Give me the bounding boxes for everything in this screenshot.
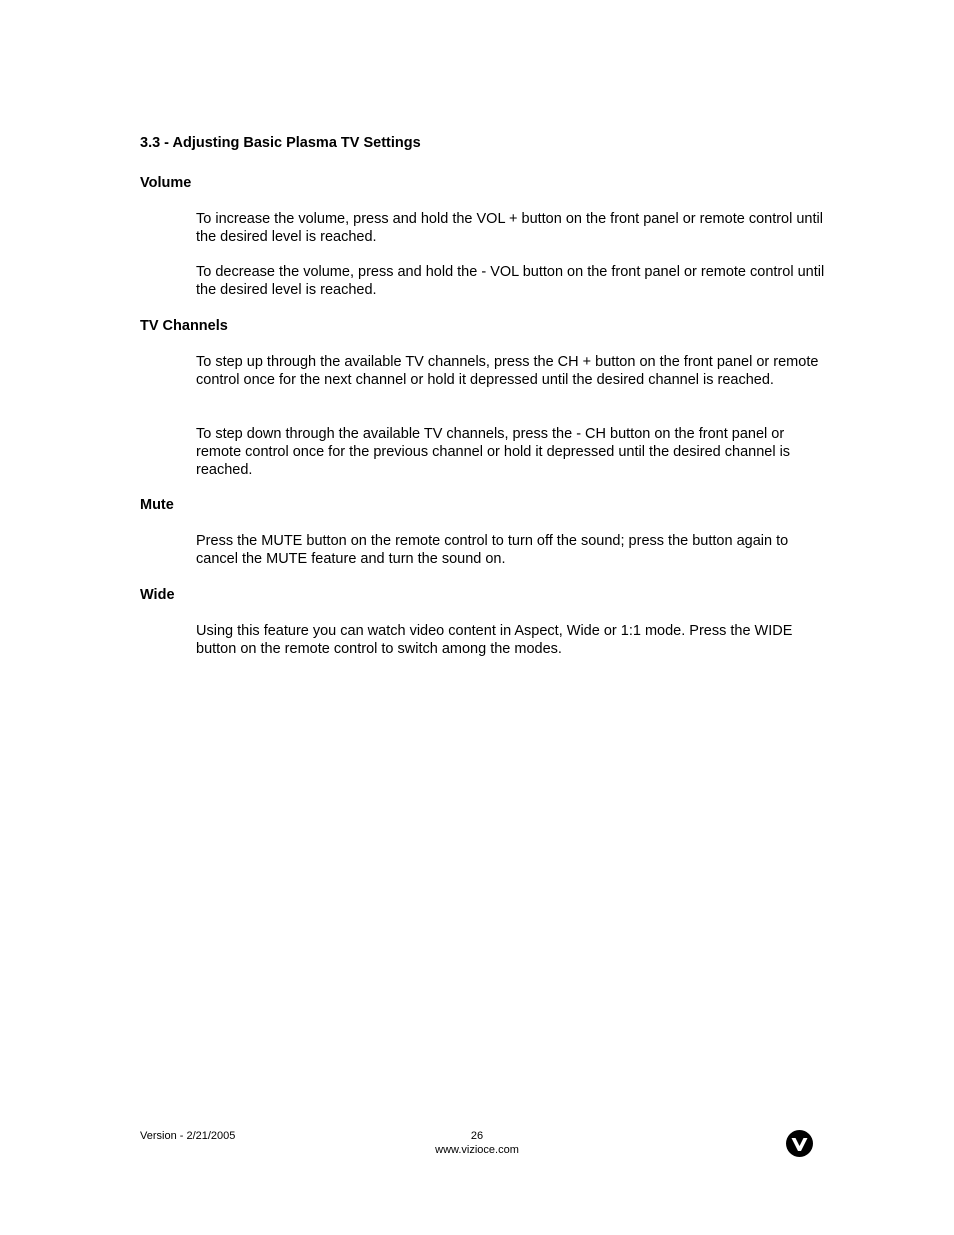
vizio-logo-icon bbox=[786, 1130, 813, 1157]
paragraph-wide: Using this feature you can watch video content in Aspect, Wide or 1:1 mode. Press the WIDE button on the remote control to switch among the modes. bbox=[196, 623, 793, 657]
paragraph-volume-increase: To increase the volume, press and hold the VOL + button on the front panel or remote control until the desired level is reached. bbox=[196, 211, 823, 245]
heading-wide: Wide bbox=[140, 587, 175, 603]
paragraph-volume-decrease: To decrease the volume, press and hold the - VOL button on the front panel or remote control until the desired level is reached. bbox=[196, 264, 825, 298]
paragraph-mute: Press the MUTE button on the remote control to turn off the sound; press the button again to cancel the MUTE feature and turn the sound on. bbox=[196, 533, 789, 567]
section-title: 3.3 - Adjusting Basic Plasma TV Settings bbox=[140, 135, 421, 151]
footer-version: Version - 2/21/2005 bbox=[140, 1130, 236, 1142]
heading-tv-channels: TV Channels bbox=[140, 318, 228, 334]
paragraph-channel-down: To step down through the available TV channels, press the - CH button on the front panel or remote control once for the previous channel or hold it depressed until the desired channel is reached. bbox=[196, 426, 791, 478]
heading-mute: Mute bbox=[140, 497, 174, 513]
page-number: 26 bbox=[470, 1130, 484, 1142]
heading-volume: Volume bbox=[140, 175, 192, 191]
footer-website: www.vizioce.com bbox=[435, 1144, 519, 1156]
footer-center bbox=[377, 1129, 577, 1157]
paragraph-channel-up: To step up through the available TV channels, press the CH + button on the front panel or remote control once for the next channel or hold it depressed until the desired channel is reached. bbox=[196, 354, 819, 388]
